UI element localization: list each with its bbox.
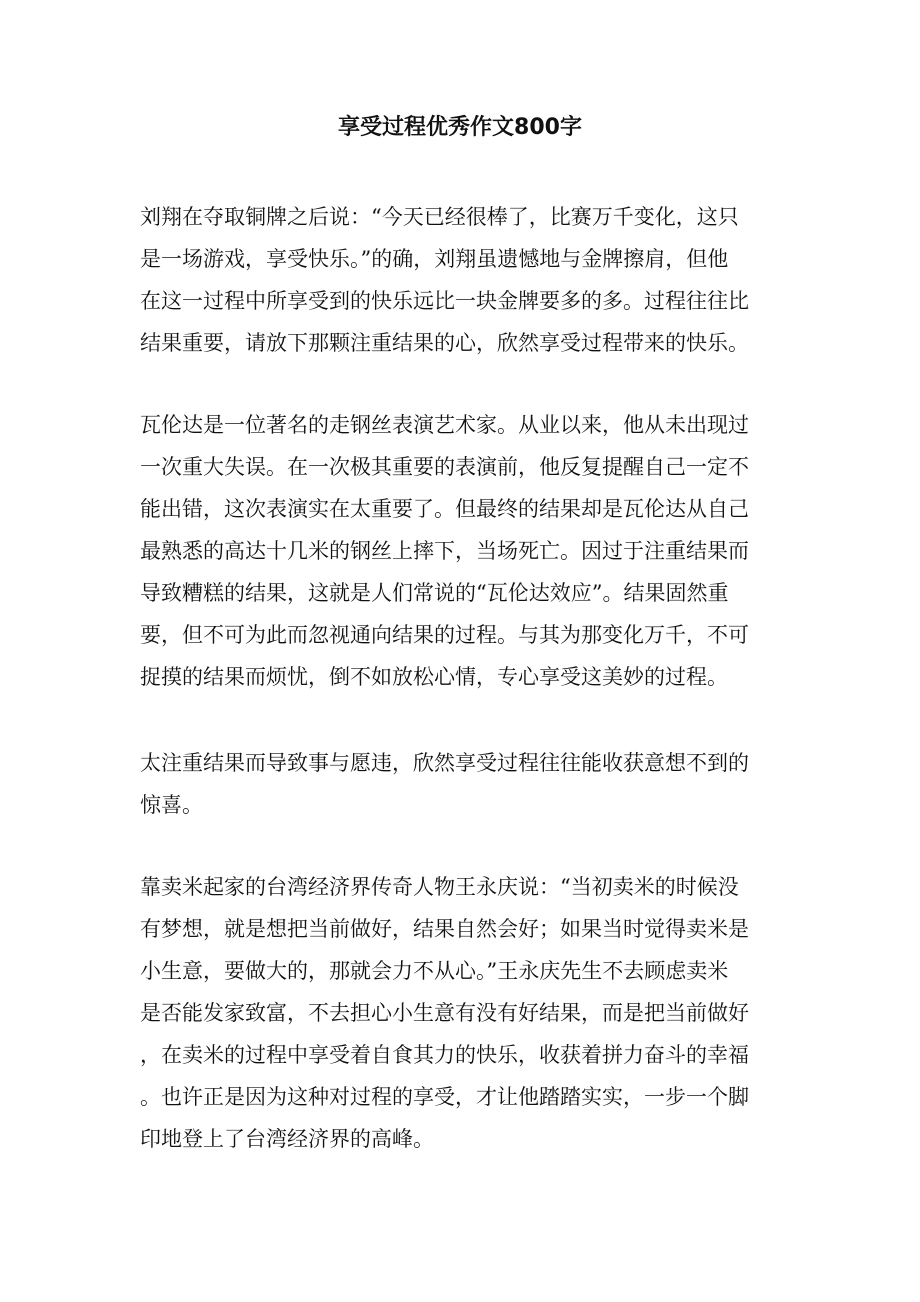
paragraph-line: 。也许正是因为这种对过程的享受，才让他踏踏实实，一步一个脚 [140,1085,749,1109]
paragraph-2 [140,404,780,698]
paragraph-line: 能出错，这次表演实在太重要了。但最终的结果却是瓦伦达从自己 [140,497,749,521]
paragraph-line: 最熟悉的高达十几米的钢丝上摔下，当场死亡。因过于注重结果而 [140,539,749,563]
paragraph-3 [140,742,780,826]
paragraph-line: 小生意，要做大的，那就会力不从心。”王永庆先生不去顾虑卖米 [140,959,729,983]
paragraph-line: 靠卖米起家的台湾经济界传奇人物王永庆说：“当初卖米的时候没 [140,875,739,899]
paragraph-line: 印地登上了台湾经济界的高峰。 [140,1127,434,1151]
paragraph-line: 导致糟糕的结果，这就是人们常说的“瓦伦达效应”。结果固然重 [140,581,729,605]
paragraph-line: 有梦想，就是想把当前做好，结果自然会好；如果当时觉得卖米是 [140,917,749,941]
paragraph-line: 太注重结果而导致事与愿违，欣然享受过程往往能收获意想不到的 [140,751,749,775]
paragraph-line: 一次重大失误。在一次极其重要的表演前，他反复提醒自己一定不 [140,455,749,479]
document-title: 享受过程优秀作文800字 [338,115,582,140]
paragraph-4 [140,866,780,1160]
paragraph-line: 捉摸的结果而烦忧，倒不如放松心情，专心享受这美妙的过程。 [140,665,728,689]
paragraph-line: ，在卖米的过程中享受着自食其力的快乐，收获着拼力奋斗的幸福 [140,1043,749,1067]
paragraph-line: 在这一过程中所享受到的快乐远比一块金牌要多的多。过程往往比 [140,289,749,313]
paragraph-line: 要，但不可为此而忽视通向结果的过程。与其为那变化万千，不可 [140,623,749,647]
paragraph-line: 结果重要，请放下那颗注重结果的心，欣然享受过程带来的快乐。 [140,331,749,355]
paragraph-line: 是一场游戏，享受快乐。”的确，刘翔虽遗憾地与金牌擦肩，但他 [140,247,729,271]
paragraph-line: 惊喜。 [140,793,203,817]
paragraph-line: 刘翔在夺取铜牌之后说：“今天已经很棒了，比赛万千变化，这只 [140,205,739,229]
paragraph-line: 瓦伦达是一位著名的走钢丝表演艺术家。从业以来，他从未出现过 [140,413,749,437]
paragraph-1 [140,196,780,364]
paragraph-line: 是否能发家致富，不去担心小生意有没有好结果，而是把当前做好 [140,1001,749,1025]
